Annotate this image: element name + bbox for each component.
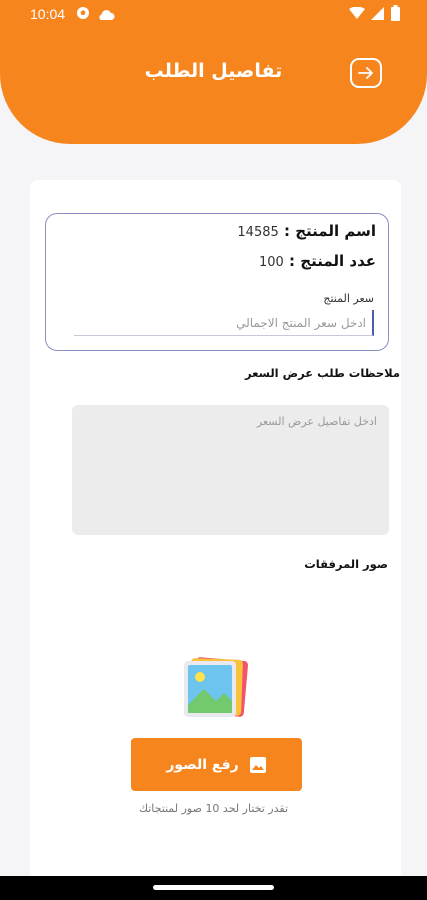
battery-icon [391,5,400,24]
product-count-row [259,252,376,270]
product-name-row [237,222,376,240]
upload-hint: تقدر تختار لحد 10 صور لمنتجاتك [138,802,289,815]
page-title: تفاصيل الطلب [144,60,283,82]
home-handle[interactable] [153,885,274,890]
status-bar [0,0,427,28]
upload-button-label: رفع الصور [166,756,239,773]
product-count-value: 100 [258,255,284,270]
signal-icon [371,7,384,23]
price-label: سعر المنتج [323,292,374,305]
wifi-icon [349,7,365,23]
image-icon [249,756,267,774]
price-input[interactable] [74,310,374,336]
upload-images-button[interactable] [131,738,302,791]
notes-textarea[interactable] [72,405,389,535]
back-button[interactable] [350,58,382,88]
system-nav-bar [0,876,427,900]
soccer-ball-icon [76,6,90,23]
cloud-icon [97,8,115,24]
status-time: 10:04 [30,6,66,22]
arrow-right-icon [358,67,374,79]
gallery-illustration-icon [180,655,250,721]
notes-label: ملاحظات طلب عرض السعر [244,366,400,380]
product-name-label: اسم المنتج : [284,222,376,240]
product-info-box [45,213,389,351]
product-name-value: 14585 [237,225,279,240]
attachments-label: صور المرفقات [304,557,388,571]
product-count-label: عدد المنتج : [289,252,376,270]
app-header [0,28,427,144]
